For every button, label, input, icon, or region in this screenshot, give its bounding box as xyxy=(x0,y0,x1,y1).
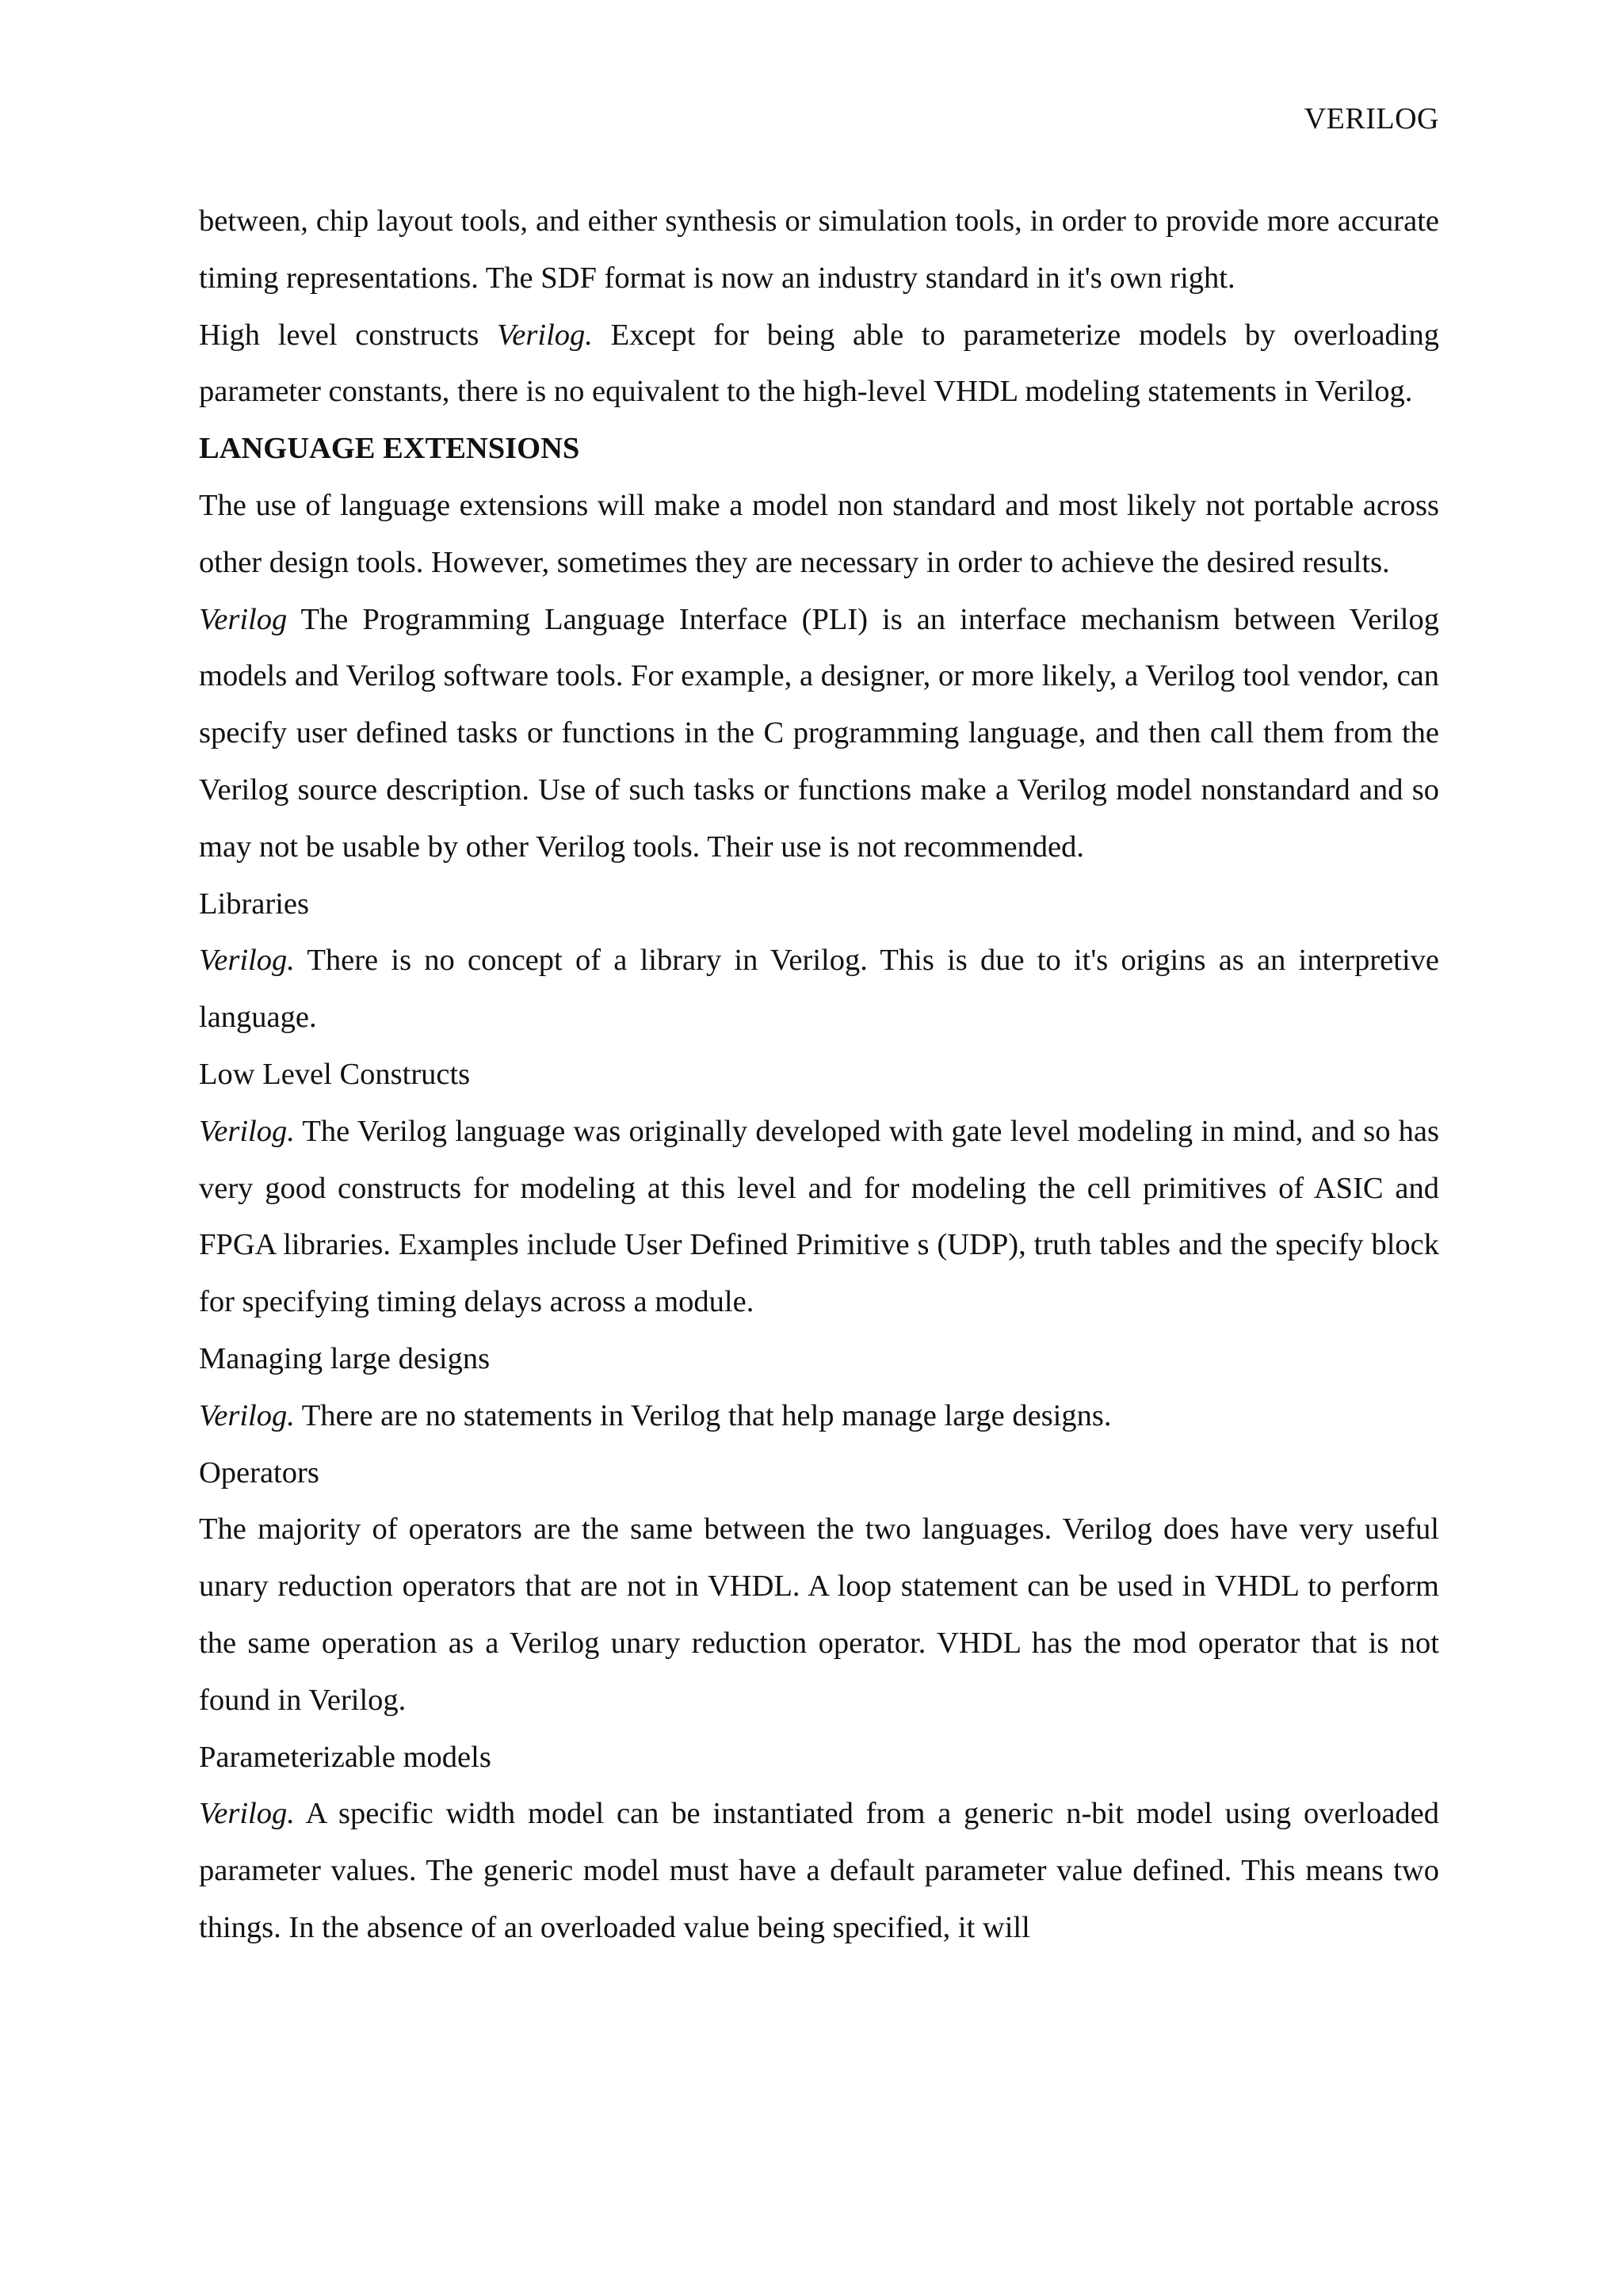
paragraph-lead-term: Verilog. xyxy=(199,1797,295,1831)
paragraph-lead-term: Verilog. xyxy=(199,944,295,978)
subheading-low-level-constructs: Low Level Constructs xyxy=(199,1057,471,1091)
paragraph-high-level-constructs xyxy=(199,307,1439,421)
paragraph-lead-term: Verilog. xyxy=(199,1114,295,1148)
page-body xyxy=(199,193,1439,1957)
paragraph-managing-large-designs xyxy=(199,1388,1439,1445)
paragraph-lead-term: Verilog xyxy=(199,602,288,636)
paragraph-low-level-constructs xyxy=(199,1104,1439,1331)
paragraph-text: There is no concept of a library in Verilog. This is due to it's origins as an interpretive language. xyxy=(199,944,1439,1035)
paragraph-parameterizable-models xyxy=(199,1786,1439,1956)
paragraph-sdf-format: between, chip layout tools, and either synthesis or simulation tools, in order to provide more accurate timing representations. The SDF format is now an industry standard in it's own right. xyxy=(199,204,1439,295)
running-header: VERILOG xyxy=(1304,102,1439,135)
subheading-parameterizable-models: Parameterizable models xyxy=(199,1740,491,1774)
paragraph-libraries xyxy=(199,933,1439,1047)
section-heading-language-extensions: LANGUAGE EXTENSIONS xyxy=(199,432,580,466)
paragraph-language-extensions: The use of language extensions will make a model non standard and most likely not portable across other design tools. However, sometimes they are necessary in order to achieve the desired results. xyxy=(199,488,1439,579)
paragraph-operators: The majority of operators are the same between the two languages. Verilog does have very useful unary reduction operators that are not in VHDL. A loop statement can be used in VHDL to perform the same operation as a Verilog unary reduction operator. VHDL has the mod operator that is not found in Verilog. xyxy=(199,1512,1439,1717)
paragraph-pli xyxy=(199,592,1439,876)
paragraph-lead-term: Verilog. xyxy=(199,1398,295,1432)
paragraph-text: The Programming Language Interface (PLI) is an interface mechanism between Verilog models and Verilog software tools. For example, a designer, or more likely, a Verilog tool vendor, can specify user defined tasks or functions in the C programming language, and then call them from the Verilog source description. Use of such tasks or functions make a Verilog model nonstandard and so may not be usable by other Verilog tools. Their use is not recommended. xyxy=(199,602,1439,864)
subheading-operators: Operators xyxy=(199,1455,319,1489)
paragraph-text: A specific width model can be instantiated from a generic n-bit model using overloaded parameter values. The generic model must have a default parameter value defined. This means two things. In the absence of an overloaded value being specified, it will xyxy=(199,1797,1439,1944)
subheading-libraries: Libraries xyxy=(199,887,309,921)
paragraph-text: Except for being able to parameterize models by overloading parameter constants, there is no equivalent to the high-level VHDL modeling statements in Verilog. xyxy=(199,318,1439,409)
subheading-managing-large-designs: Managing large designs xyxy=(199,1341,491,1375)
paragraph-lead-term: Verilog. xyxy=(497,318,593,352)
paragraph-text: There are no statements in Verilog that help manage large designs. xyxy=(294,1398,1112,1432)
paragraph-prefix: High level constructs xyxy=(199,318,498,352)
paragraph-text: The Verilog language was originally developed with gate level modeling in mind, and so has very good constructs for modeling at this level and for modeling the cell primitives of ASIC and FPGA libraries. Examples include User Defined Primitive s (UDP), truth tables and the specify block for specifying timing delays across a module. xyxy=(199,1114,1439,1319)
